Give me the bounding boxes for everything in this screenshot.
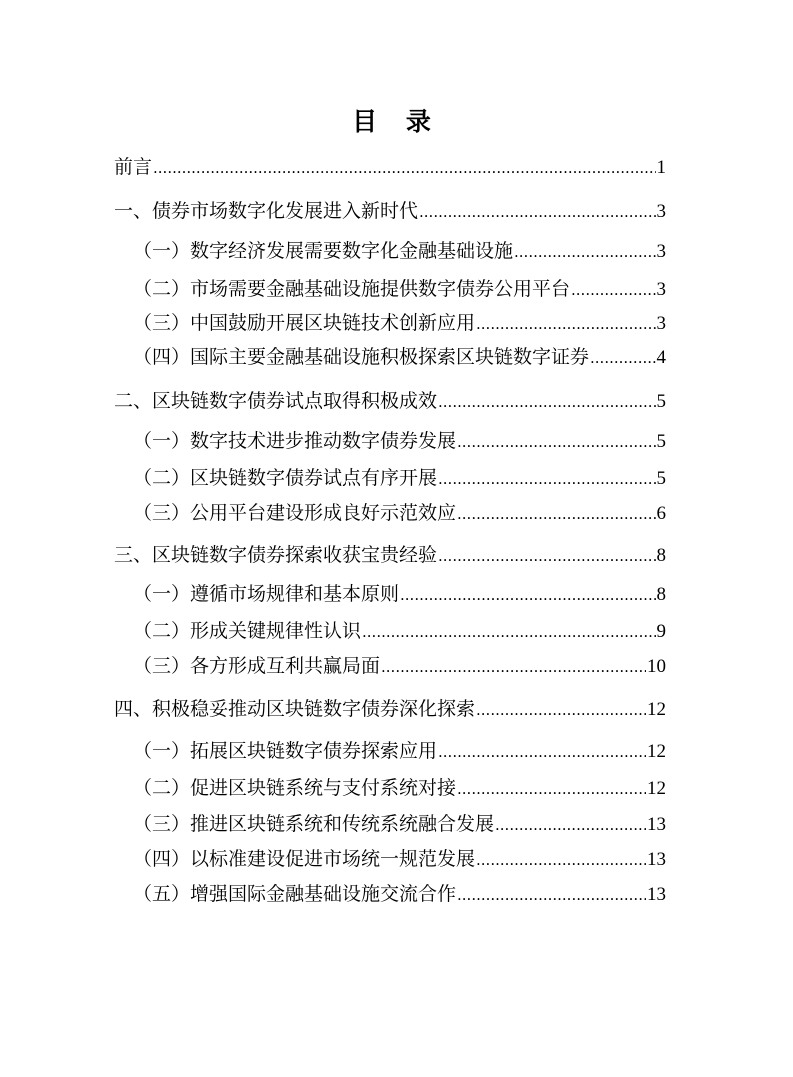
toc-entry[interactable]	[114, 655, 666, 677]
toc-dot-leader	[571, 279, 655, 300]
toc-dot-leader	[153, 157, 655, 178]
toc-page-number: 13	[647, 884, 666, 905]
toc-dot-leader	[438, 391, 655, 412]
toc-dot-leader	[457, 778, 646, 799]
toc-entry-text: （三）各方形成互利共赢局面	[133, 655, 381, 677]
toc-entry[interactable]	[114, 583, 666, 605]
toc-entry-text: （四）以标准建设促进市场统一规范发展	[133, 848, 476, 870]
toc-entry-text: （一）数字经济发展需要数字化金融基础设施	[133, 240, 514, 262]
toc-page-number: 6	[656, 503, 666, 524]
toc-page-number: 3	[656, 241, 666, 262]
toc-entry[interactable]	[114, 390, 666, 412]
toc-entry[interactable]	[114, 200, 666, 222]
toc-entry-text: （一）拓展区块链数字债券探索应用	[133, 740, 438, 762]
toc-entry[interactable]	[114, 156, 666, 178]
toc-entry-text: （四）国际主要金融基础设施积极探索区块链数字证券	[133, 346, 590, 368]
toc-entry-text: （二）促进区块链系统与支付系统对接	[133, 777, 457, 799]
toc-entry[interactable]	[114, 312, 666, 334]
toc-entry-text: （三）公用平台建设形成良好示范效应	[133, 502, 457, 524]
toc-entry-text: 三、区块链数字债券探索收获宝贵经验	[114, 544, 438, 566]
toc-page-number: 13	[647, 849, 666, 870]
toc-page-number: 1	[656, 157, 666, 178]
toc-page-number: 12	[647, 741, 666, 762]
toc-page-number: 3	[656, 279, 666, 300]
toc-dot-leader	[438, 545, 655, 566]
toc-entry[interactable]	[114, 883, 666, 905]
toc-page-number: 5	[656, 391, 666, 412]
toc-dot-leader	[457, 431, 655, 452]
toc-dot-leader	[438, 741, 646, 762]
toc-page-number: 5	[656, 468, 666, 489]
toc-entry[interactable]	[114, 620, 666, 642]
toc-entry[interactable]	[114, 278, 666, 300]
toc-title: 目 录	[352, 107, 441, 136]
toc-entry[interactable]	[114, 777, 666, 799]
toc-dot-leader	[457, 884, 646, 905]
toc-entry[interactable]	[114, 848, 666, 870]
toc-dot-leader	[419, 201, 655, 222]
toc-entry[interactable]	[114, 740, 666, 762]
toc-entry-text: 一、债券市场数字化发展进入新时代	[114, 200, 419, 222]
toc-entry[interactable]	[114, 698, 666, 720]
toc-entry[interactable]	[114, 502, 666, 524]
toc-dot-leader	[590, 347, 655, 368]
toc-page-number: 13	[647, 814, 666, 835]
toc-dot-leader	[438, 468, 655, 489]
toc-dot-leader	[495, 814, 646, 835]
toc-entry[interactable]	[114, 544, 666, 566]
toc-entry[interactable]	[114, 467, 666, 489]
toc-entry-text: （三）中国鼓励开展区块链技术创新应用	[133, 312, 476, 334]
toc-entry-text: （二）市场需要金融基础设施提供数字债券公用平台	[133, 278, 571, 300]
toc-page-number: 12	[647, 778, 666, 799]
toc-page-number: 4	[656, 347, 666, 368]
toc-page-number: 5	[656, 431, 666, 452]
toc-dot-leader	[476, 699, 646, 720]
toc-entry[interactable]	[114, 346, 666, 368]
toc-entry-text: 二、区块链数字债券试点取得积极成效	[114, 390, 438, 412]
toc-entry-text: （一）数字技术进步推动数字债券发展	[133, 430, 457, 452]
toc-entry-text: （三）推进区块链系统和传统系统融合发展	[133, 813, 495, 835]
toc-dot-leader	[400, 584, 655, 605]
toc-page-number: 3	[656, 313, 666, 334]
toc-dot-leader	[457, 503, 655, 524]
toc-page-number: 10	[647, 656, 666, 677]
toc-page-number: 3	[656, 201, 666, 222]
toc-page-number: 12	[647, 699, 666, 720]
toc-dot-leader	[476, 313, 655, 334]
toc-dot-leader	[476, 849, 646, 870]
toc-dot-leader	[362, 621, 655, 642]
toc-dot-leader	[381, 656, 646, 677]
toc-entry-text: （二）区块链数字债券试点有序开展	[133, 467, 438, 489]
toc-entry-text: 四、积极稳妥推动区块链数字债券深化探索	[114, 698, 476, 720]
toc-entry[interactable]	[114, 813, 666, 835]
toc-entry-text: （五）增强国际金融基础设施交流合作	[133, 883, 457, 905]
toc-page-number: 8	[656, 584, 666, 605]
toc-entry[interactable]	[114, 240, 666, 262]
toc-entry-text: 前言	[114, 156, 153, 178]
toc-entry-text: （二）形成关键规律性认识	[133, 620, 362, 642]
toc-entry[interactable]	[114, 430, 666, 452]
toc-page-number: 8	[656, 545, 666, 566]
toc-entry-text: （一）遵循市场规律和基本原则	[133, 583, 400, 605]
toc-dot-leader	[514, 241, 655, 262]
toc-page-number: 9	[656, 621, 666, 642]
